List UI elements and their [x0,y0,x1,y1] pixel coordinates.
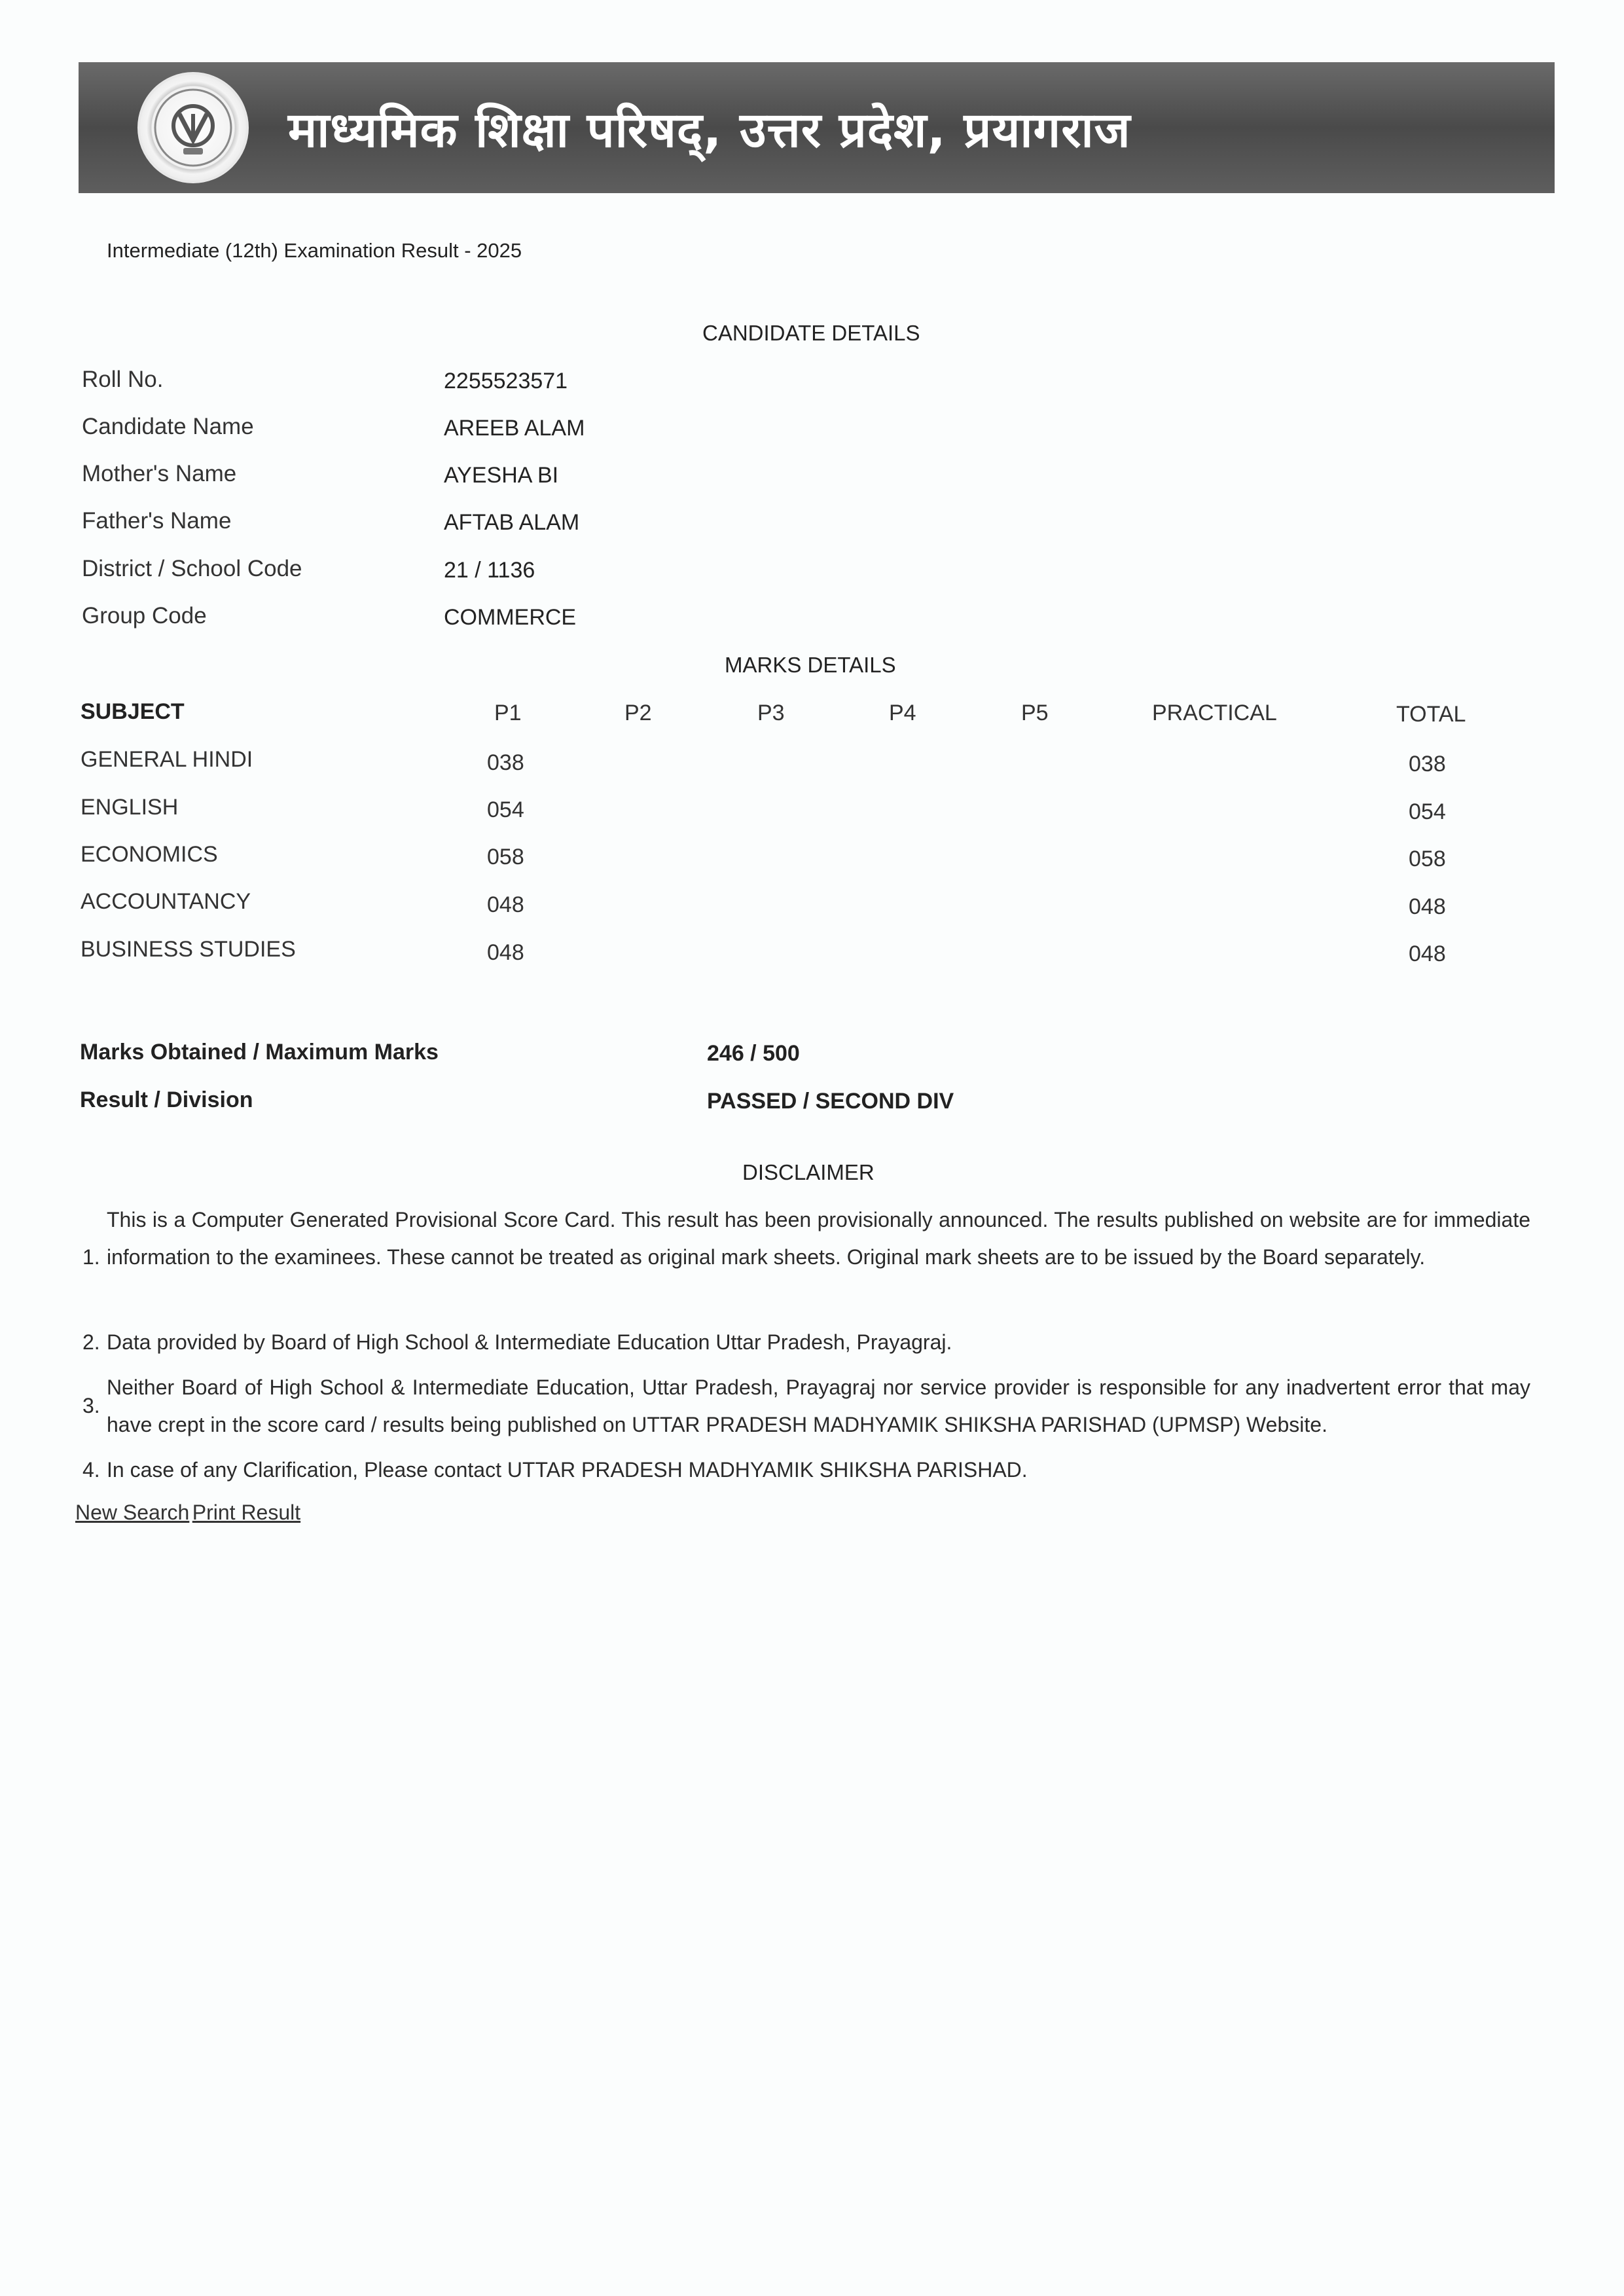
disclaimer-number: 2. [82,1330,100,1354]
header-p2: P2 [624,701,652,725]
header-total: TOTAL [1396,702,1466,727]
mother-name-label: Mother's Name [82,461,237,486]
p1-mark: 058 [487,845,524,869]
disclaimer-item-1 [64,1201,1530,1276]
exam-title: Intermediate (12th) Examination Result - 2025 [107,239,522,262]
group-code-label: Group Code [82,603,207,629]
subject-name: ACCOUNTANCY [81,889,251,914]
disclaimer-number: 3. [82,1394,100,1417]
disclaimer-text: Data provided by Board of High School & Intermediate Education Uttar Pradesh, Prayagraj. [107,1330,952,1354]
disclaimer-item-4 [64,1451,1530,1489]
result-division-value: PASSED / SECOND DIV [707,1089,954,1114]
p1-mark: 038 [487,750,524,775]
up-emblem-icon [137,72,249,183]
subject-name: GENERAL HINDI [81,747,253,772]
district-school-code-label: District / School Code [82,556,302,581]
disclaimer-text: This is a Computer Generated Provisional Score Card. This result has been provisionally announced. The results published on website are for immediate information to the examinees. These cannot be treated as original mark sheets. Original mark sheets are to be issued by the Board separately. [107,1208,1530,1269]
total-mark: 054 [1409,799,1446,824]
candidate-name-label: Candidate Name [82,414,254,439]
marks-obtained-label: Marks Obtained / Maximum Marks [80,1040,439,1065]
board-name-title: माध्यमिक शिक्षा परिषद्, उत्तर प्रदेश, प्रयागराज [288,101,1131,158]
disclaimer-number: 1. [82,1245,100,1269]
mother-name-value: AYESHA BI [444,463,559,488]
header-p1: P1 [494,701,522,725]
print-result-link[interactable]: Print Result [192,1501,301,1524]
p1-mark: 054 [487,797,524,822]
subject-name: ENGLISH [81,795,179,820]
action-links [75,1501,300,1525]
header-p5: P5 [1021,701,1049,725]
disclaimer-item-3 [64,1369,1530,1444]
header-banner [79,62,1555,193]
disclaimer-text: In case of any Clarification, Please contact UTTAR PRADESH MADHYAMIK SHIKSHA PARISHAD. [107,1458,1028,1482]
header-p4: P4 [889,701,916,725]
group-code-value: COMMERCE [444,605,577,630]
p1-mark: 048 [487,892,524,917]
subject-name: ECONOMICS [81,842,218,867]
father-name-value: AFTAB ALAM [444,510,580,535]
p1-mark: 048 [487,940,524,965]
disclaimer-item-2 [64,1324,1530,1361]
disclaimer-heading: DISCLAIMER [742,1160,875,1184]
roll-no-label: Roll No. [82,367,164,392]
header-practical: PRACTICAL [1152,701,1277,725]
header-subject: SUBJECT [81,699,185,724]
total-mark: 058 [1409,847,1446,871]
total-mark: 048 [1409,941,1446,966]
disclaimer-text: Neither Board of High School & Intermediate Education, Uttar Pradesh, Prayagraj nor service provider is responsible for any inadvertent error that may have crept in the score card / results being published on UTTAR PRADESH MADHYAMIK SHIKSHA PARISHAD (UPMSP) Website. [107,1376,1530,1436]
disclaimer-number: 4. [82,1458,100,1482]
candidate-name-value: AREEB ALAM [444,416,585,441]
subject-name: BUSINESS STUDIES [81,937,296,962]
total-mark: 048 [1409,894,1446,919]
marks-details-heading: MARKS DETAILS [725,653,896,677]
total-mark: 038 [1409,752,1446,776]
district-school-code-value: 21 / 1136 [444,558,535,583]
result-division-label: Result / Division [80,1087,253,1112]
roll-no-value: 2255523571 [444,369,568,393]
marks-obtained-value: 246 / 500 [707,1041,800,1066]
new-search-link[interactable]: New Search [75,1501,190,1524]
father-name-label: Father's Name [82,508,232,534]
candidate-details-heading: CANDIDATE DETAILS [702,321,920,345]
header-p3: P3 [757,701,785,725]
